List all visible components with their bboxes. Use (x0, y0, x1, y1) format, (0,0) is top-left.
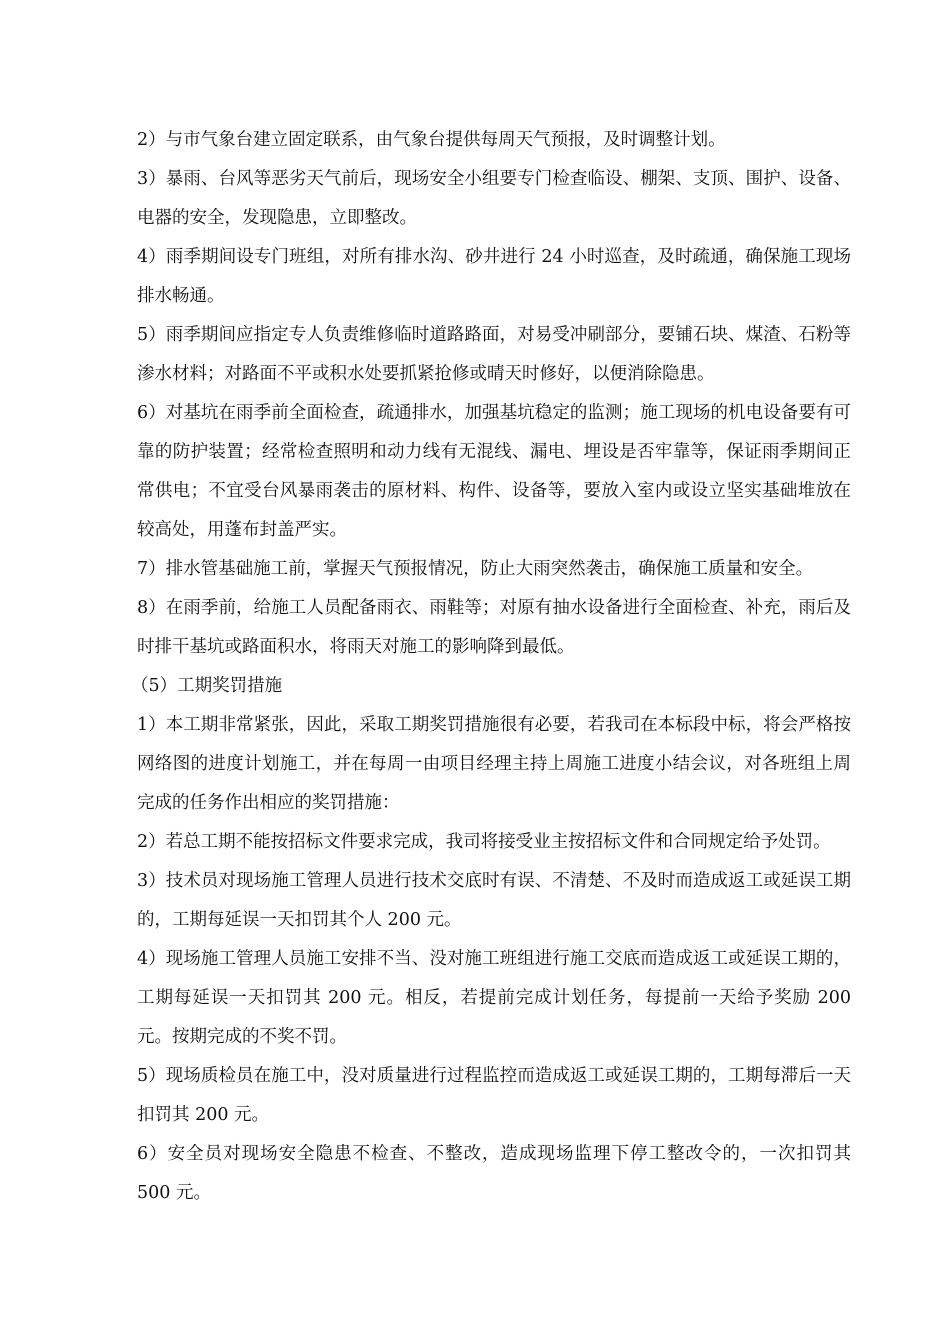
paragraph-penalty-contract: 2）若总工期不能按招标文件要求完成，我司将接受业主按招标文件和合同规定给予处罚。 (137, 832, 831, 852)
paragraph-storm-inspection: 3）暴雨、台风等恶劣天气前后，现场安全小组要专门检查临设、棚架、支顶、围护、设备、电器的安全，发现隐患，立即整改。 (137, 169, 851, 228)
paragraph-technician-penalty: 3）技术员对现场施工管理人员进行技术交底时有误、不清楚、不及时而造成返工或延误工期的，工期每延误一天扣罚其个人 200 元。 (137, 871, 851, 930)
paragraph-safety-penalty: 6）安全员对现场安全隐患不检查、不整改，造成现场监理下停工整改令的，一次扣罚其 500 元。 (137, 1144, 851, 1203)
paragraph-schedule-measures: 1）本工期非常紧张，因此，采取工期奖罚措施很有必要，若我司在本标段中标，将会严格按网络图的进度计划施工，并在每周一由项目经理主持上周施工进度小结会议，对各班组上周完成的任务作出相应的奖罚措施： (137, 715, 851, 813)
paragraph-manager-penalty: 4）现场施工管理人员施工安排不当、没对施工班组进行施工交底而造成返工或延误工期的，工期每延误一天扣罚其 200 元。相反，若提前完成计划任务，每提前一天给予奖励 200 元。按期完成的不奖不罚。 (137, 949, 851, 1047)
paragraph-weather-contact: 2）与市气象台建立固定联系，由气象台提供每周天气预报，及时调整计划。 (137, 130, 726, 150)
paragraph-inspector-penalty: 5）现场质检员在施工中，没对质量进行过程监控而造成返工或延误工期的，工期每滞后一天扣罚其 200 元。 (137, 1066, 851, 1125)
paragraph-drainage-patrol: 4）雨季期间设专门班组，对所有排水沟、砂井进行 24 小时巡查，及时疏通，确保施工现场排水畅通。 (137, 247, 851, 306)
paragraph-rain-gear: 8）在雨季前，给施工人员配备雨衣、雨鞋等；对原有抽水设备进行全面检查、补充，雨后及时排干基坑或路面积水，将雨天对施工的影响降到最低。 (137, 598, 851, 657)
document-body (131, 121, 851, 1213)
paragraph-pipe-foundation: 7）排水管基础施工前，掌握天气预报情况，防止大雨突然袭击，确保施工质量和安全。 (137, 559, 814, 579)
section-heading-schedule-rewards: （5）工期奖罚措施 (131, 676, 283, 696)
paragraph-pit-inspection: 6）对基坑在雨季前全面检查，疏通排水，加强基坑稳定的监测；施工现场的机电设备要有可靠的防护装置；经常检查照明和动力线有无混线、漏电、埋设是否牢靠等，保证雨季期间正常供电；不宜受台风暴雨袭击的原材料、构件、设备等，要放入室内或设立坚实基础堆放在较高处，用蓬布封盖严实。 (137, 403, 851, 540)
paragraph-road-maintenance: 5）雨季期间应指定专人负责维修临时道路路面，对易受冲刷部分，要铺石块、煤渣、石粉等渗水材料；对路面不平或积水处要抓紧抢修或晴天时修好，以便消除隐患。 (137, 325, 851, 384)
